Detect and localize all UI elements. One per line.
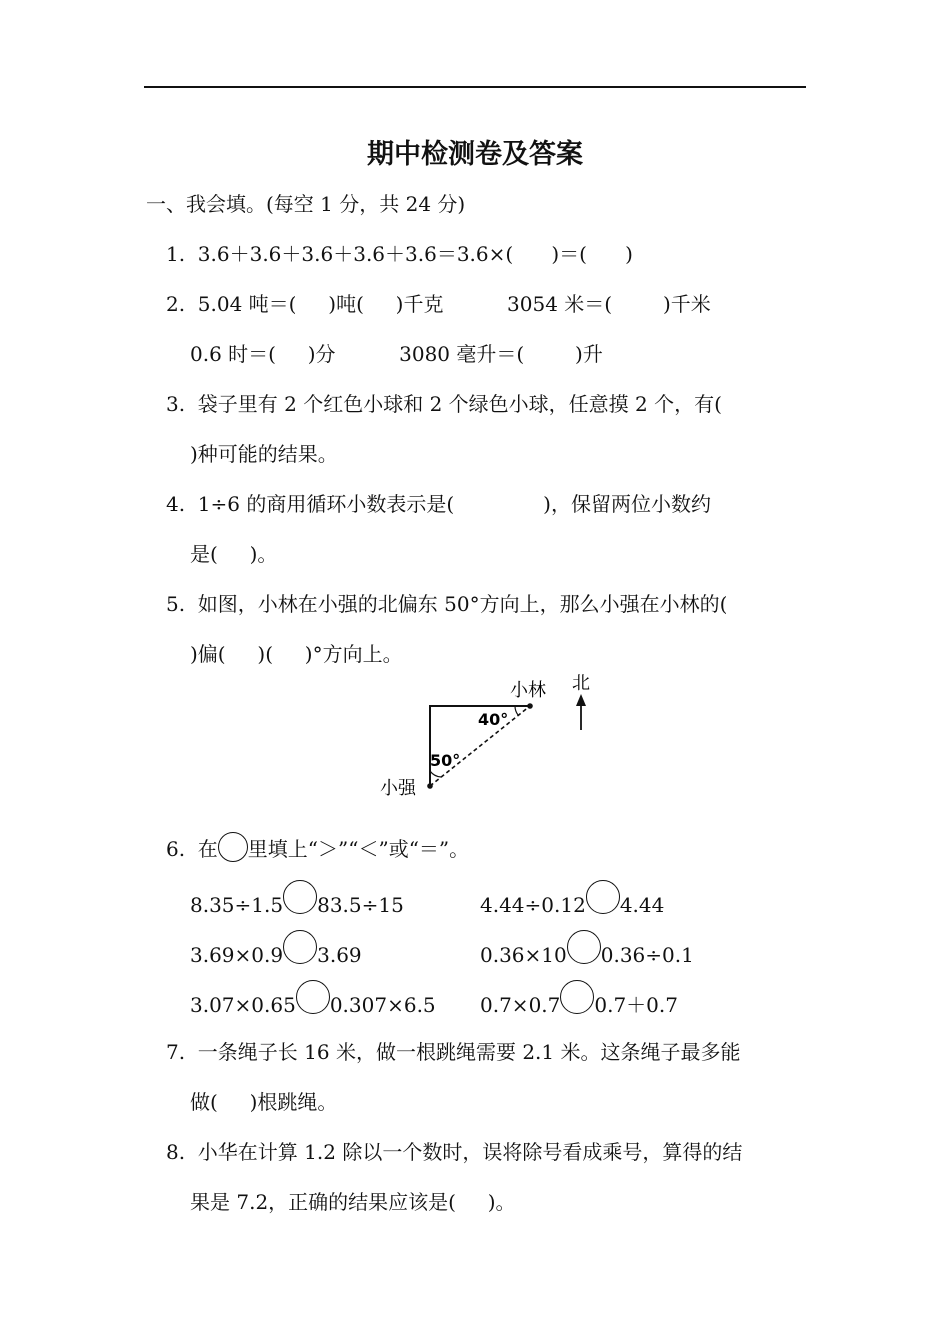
question-7-line-1: 7. 一条绳子长 16 米，做一根跳绳需要 2.1 米。这条绳子最多能	[166, 1040, 741, 1064]
expression: 0.307×6.5	[329, 993, 436, 1017]
section-heading: 一、我会填。(每空 1 分，共 24 分)	[146, 192, 466, 216]
expression: 3.69	[317, 943, 362, 967]
question-6	[166, 832, 469, 862]
compare-blank[interactable]	[296, 980, 330, 1014]
expression: 83.5÷15	[317, 893, 404, 917]
angle-arc-top	[515, 706, 518, 715]
label-xiaoqiang: 小强	[380, 778, 416, 799]
compare-blank[interactable]	[283, 880, 317, 914]
page-title: 期中检测卷及答案	[367, 139, 583, 170]
expression: 3.07×0.65	[190, 993, 296, 1017]
angle-arc-bottom	[430, 771, 441, 777]
question-6-prefix: 6. 在	[166, 837, 218, 861]
compare-blank[interactable]	[283, 930, 317, 964]
compare-blank[interactable]	[567, 930, 601, 964]
question-6-suffix: 里填上“＞”“＜”或“＝”。	[247, 837, 470, 861]
compare-blank[interactable]	[560, 980, 594, 1014]
question-5-line-1: 5. 如图，小林在小强的北偏东 50°方向上，那么小强在小林的(	[166, 592, 728, 616]
compare-row-3-right	[480, 980, 678, 1018]
question-1: 1. 3.6＋3.6＋3.6＋3.6＋3.6＝3.6×( )＝( )	[166, 242, 633, 266]
compare-row-1-right	[480, 880, 664, 917]
label-xiaolin: 小林	[510, 680, 546, 701]
point-xiaolin	[527, 703, 533, 709]
expression: 0.36÷0.1	[600, 943, 694, 967]
question-3-line-1: 3. 袋子里有 2 个红色小球和 2 个绿色小球，任意摸 2 个，有(	[166, 392, 722, 416]
question-2-line-1: 2. 5.04 吨＝( )吨( )千克 3054 米＝( )千米	[166, 292, 711, 316]
compare-row-1-left	[190, 880, 404, 917]
compare-row-2-right	[480, 930, 694, 967]
question-3-line-2: )种可能的结果。	[190, 442, 338, 466]
north-arrow-icon	[576, 694, 586, 706]
point-xiaoqiang	[427, 783, 433, 789]
expression: 3.69×0.9	[190, 943, 284, 967]
expression: 4.44	[619, 893, 665, 917]
expression: 8.35÷1.5	[190, 893, 284, 917]
question-2-line-2: 0.6 时＝( )分 3080 毫升＝( )升	[190, 342, 603, 366]
angle-40-label: 40°	[478, 710, 509, 729]
expression: 4.44÷0.12	[480, 893, 586, 917]
question-4-line-1: 4. 1÷6 的商用循环小数表示是( )，保留两位小数约	[166, 492, 711, 516]
compare-row-3-left	[190, 980, 436, 1017]
label-north: 北	[572, 673, 590, 694]
angle-50-label: 50°	[430, 751, 461, 770]
expression: 0.36×10	[480, 943, 567, 967]
expression: 0.7＋0.7	[594, 993, 678, 1017]
question-4-line-2: 是( )。	[190, 542, 278, 566]
expression: 0.7×0.7	[480, 993, 561, 1017]
compare-blank[interactable]	[586, 880, 620, 914]
question-5-line-2: )偏( )( )°方向上。	[190, 642, 403, 666]
top-rule	[144, 86, 806, 88]
compare-row-2-left	[190, 930, 362, 967]
question-7-line-2: 做( )根跳绳。	[190, 1090, 338, 1114]
question-8-line-2: 果是 7.2，正确的结果应该是( )。	[190, 1190, 516, 1214]
compare-circle-icon	[218, 832, 248, 862]
question-8-line-1: 8. 小华在计算 1.2 除以一个数时，误将除号看成乘号，算得的结	[166, 1140, 743, 1164]
direction-figure	[370, 668, 610, 808]
